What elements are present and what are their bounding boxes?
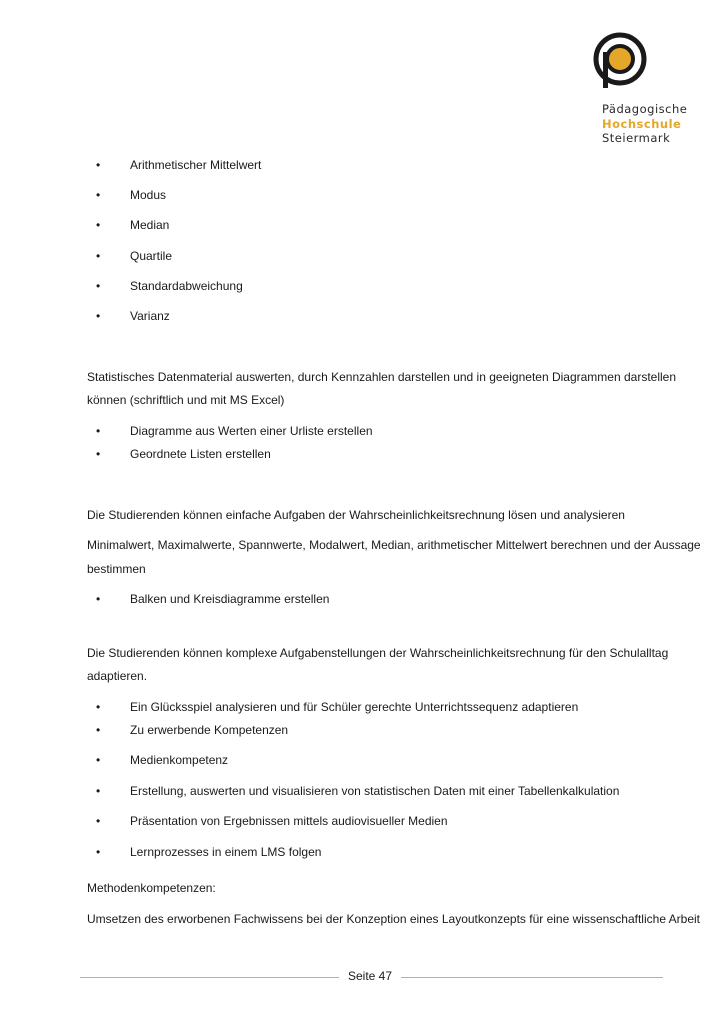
paragraph-line: Minimalwert, Maximalwerte, Spannwerte, Modalwert, Median, arithmetischer Mittelwert berechnen und der Aussage [87,538,701,552]
logo-line-3: Steiermark [602,131,671,145]
logo-wordmark [602,102,687,146]
paragraph-line: Statistisches Datenmaterial auswerten, durch Kennzahlen darstellen und in geeigneten Diagrammen darstellen [87,370,677,384]
paragraph-line: Die Studierenden können einfache Aufgaben der Wahrscheinlichkeitsrechnung lösen und analysieren [87,508,625,522]
logo-line-2: Hochschule [602,116,682,131]
footer-divider-left [80,977,339,978]
paragraph-line: bestimmen [87,562,146,576]
section-heading: Methodenkompetenzen: [87,881,216,895]
page-number: Seite 47 [347,969,393,983]
paragraph-line: können (schriftlich und mit MS Excel) [87,393,285,407]
footer-divider-right [401,977,663,978]
paragraph-line: adaptieren. [87,669,148,683]
logo-line-1: Pädagogische [602,102,688,116]
paragraph-line: Umsetzen des erworbenen Fachwissens bei der Konzeption eines Layoutkonzepts für eine wissenschaftliche Arbeit [87,912,701,926]
paragraph-line: Die Studierenden können komplexe Aufgabenstellungen der Wahrscheinlichkeitsrechnung für den Schulalltag [87,646,669,660]
institution-logo [590,32,728,147]
logo-p-mark-icon [590,32,650,92]
